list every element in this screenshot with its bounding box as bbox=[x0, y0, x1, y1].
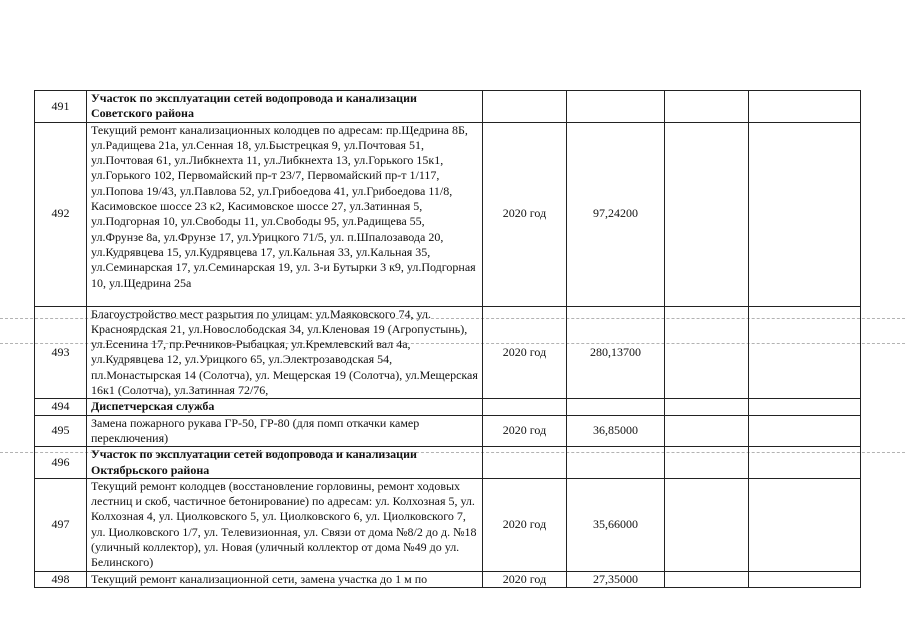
empty-cell bbox=[665, 478, 749, 571]
row-number: 498 bbox=[35, 571, 87, 587]
work-description: Диспетчерская служба bbox=[87, 399, 483, 415]
year-cell bbox=[483, 91, 567, 123]
row-number: 491 bbox=[35, 91, 87, 123]
row-number: 495 bbox=[35, 415, 87, 447]
works-table bbox=[34, 90, 861, 588]
amount-cell bbox=[567, 91, 665, 123]
year-cell: 2020 год bbox=[483, 571, 567, 587]
year-cell: 2020 год bbox=[483, 122, 567, 306]
empty-cell bbox=[749, 306, 861, 399]
table-row bbox=[35, 478, 861, 571]
work-description: Участок по эксплуатации сетей водопровода и канализации Октябрьского района bbox=[87, 447, 483, 479]
amount-cell: 280,13700 bbox=[567, 306, 665, 399]
amount-cell: 97,24200 bbox=[567, 122, 665, 306]
table-row bbox=[35, 571, 861, 587]
empty-cell bbox=[665, 122, 749, 306]
row-number: 497 bbox=[35, 478, 87, 571]
table-row bbox=[35, 415, 861, 447]
empty-cell bbox=[749, 478, 861, 571]
row-number: 494 bbox=[35, 399, 87, 415]
empty-cell bbox=[665, 571, 749, 587]
empty-cell bbox=[665, 415, 749, 447]
year-cell: 2020 год bbox=[483, 306, 567, 399]
amount-cell: 35,66000 bbox=[567, 478, 665, 571]
work-description: Замена пожарного рукава ГР-50, ГР-80 (для помп откачки камер переключения) bbox=[87, 415, 483, 447]
document-table-wrapper bbox=[34, 90, 860, 588]
table-row bbox=[35, 306, 861, 399]
table-row bbox=[35, 447, 861, 479]
empty-cell bbox=[665, 306, 749, 399]
empty-cell bbox=[749, 571, 861, 587]
empty-cell bbox=[749, 415, 861, 447]
empty-cell bbox=[749, 122, 861, 306]
work-description: Текущий ремонт канализационных колодцев по адресам: пр.Щедрина 8Б, ул.Радищева 21а, ул.Сенная 18, ул.Быстрецкая 9, ул.Почтовая 51, ул.Почтовая 61, ул.Либкнехта 11, ул.Либкнехта 13, ул.Горького 15к1, ул.Горького 102, Первомайский пр-т 23/7, Первомайский пр-т 1/117, ул.Попова 19/43, ул.Павлова 52, ул.Грибоедова 41, ул.Грибоедова 11/8, Касимовское шоссе 23 к2, Касимовское шоссе 27, ул.Затинная 5, ул.Подгорная 10, ул.Свободы 11, ул.Свободы 95, ул.Радищева 55, ул.Фрунзе 8а, ул.Фрунзе 17, ул.Урицкого 71/5, ул. п.Шпалозавода 20, ул.Кудрявцева 15, ул.Кудрявцева 17, ул.Кальная 33, ул.Кальная 35, ул.Семинарская 17, ул.Семинарская 19, ул. 3-и Бутырки 3 к9, ул.Подгорная 10, ул.Щедрина 25а bbox=[87, 122, 483, 306]
row-number: 493 bbox=[35, 306, 87, 399]
amount-cell bbox=[567, 399, 665, 415]
year-cell bbox=[483, 447, 567, 479]
work-description: Благоустройство мест разрытия по улицам: ул.Маяковского 74, ул. Красноярдская 21, ул.Новослободская 34, ул.Кленовая 19 (Агропустынь), ул.Есенина 17, пр.Речников-Рыбацкая, ул.Кремлевский вал 4а, ул.Кудрявцева 12, ул.Урицкого 65, ул.Электрозаводская 54, пл.Монастырская 14 (Солотча), ул. Мещерская 19 (Солотча), ул.Мещерская 16к1 (Солотча), ул.Затинная 72/76, bbox=[87, 306, 483, 399]
work-description: Текущий ремонт колодцев (восстановление горловины, ремонт ходовых лестниц и скоб, частичное бетонирование) по адресам: ул. Колхозная 5, ул. Колхозная 4, ул. Циолковского 5, ул. Циолковского 6, ул. Циолковского 7, ул. Циолковского 1/7, ул. Телевизионная, ул. Связи от дома №8/2 до д. №18 (уличный коллектор), ул. Новая (уличный коллектор от дома №49 до ул. Белинского) bbox=[87, 478, 483, 571]
empty-cell bbox=[665, 91, 749, 123]
year-cell: 2020 год bbox=[483, 478, 567, 571]
row-number: 496 bbox=[35, 447, 87, 479]
year-cell bbox=[483, 399, 567, 415]
empty-cell bbox=[665, 399, 749, 415]
amount-cell: 27,35000 bbox=[567, 571, 665, 587]
empty-cell bbox=[749, 399, 861, 415]
work-description: Текущий ремонт канализационной сети, замена участка до 1 м по bbox=[87, 571, 483, 587]
year-cell: 2020 год bbox=[483, 415, 567, 447]
table-row bbox=[35, 91, 861, 123]
work-description: Участок по эксплуатации сетей водопровода и канализации Советского района bbox=[87, 91, 483, 123]
row-number: 492 bbox=[35, 122, 87, 306]
amount-cell bbox=[567, 447, 665, 479]
empty-cell bbox=[749, 447, 861, 479]
table-row bbox=[35, 122, 861, 306]
amount-cell: 36,85000 bbox=[567, 415, 665, 447]
empty-cell bbox=[665, 447, 749, 479]
empty-cell bbox=[749, 91, 861, 123]
table-row bbox=[35, 399, 861, 415]
